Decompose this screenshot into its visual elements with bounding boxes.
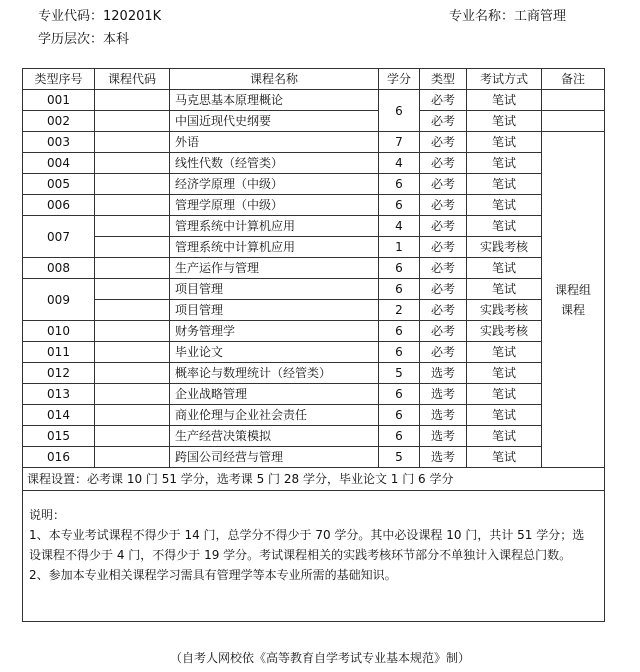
credit-cell: 5 [379,363,420,384]
course-row [23,405,605,426]
course-code-cell [95,90,170,111]
type-seq-cell: 013 [23,384,95,405]
type-seq-cell: 007 [23,216,95,258]
course-name-cell: 项目管理 [170,300,379,321]
course-table [22,68,605,622]
exam-method-cell: 笔试 [467,363,542,384]
course-name-cell: 毕业论文 [170,342,379,363]
major-code-label: 专业代码：120201K [38,9,162,24]
column-header: 类型序号 [23,69,95,90]
course-row [23,342,605,363]
remark-cell [542,90,605,111]
course-type-cell: 必考 [420,174,467,195]
exam-method-cell: 笔试 [467,384,542,405]
exam-method-cell: 笔试 [467,342,542,363]
course-name-cell: 马克思基本原理概论 [170,90,379,111]
credit-cell: 4 [379,153,420,174]
course-row [23,384,605,405]
type-seq-cell: 002 [23,111,95,132]
course-code-cell [95,384,170,405]
course-type-cell: 必考 [420,237,467,258]
exam-method-cell: 笔试 [467,258,542,279]
course-code-cell [95,237,170,258]
course-type-cell: 选考 [420,426,467,447]
major-name-label: 专业名称：工商管理 [449,9,567,24]
remark-line: 课程组 [554,282,591,297]
credit-cell: 2 [379,300,420,321]
credit-cell: 4 [379,216,420,237]
column-header: 课程名称 [170,69,379,90]
education-level-label: 学历层次：本科 [38,32,130,47]
column-header: 类型 [420,69,467,90]
type-seq-cell: 016 [23,447,95,468]
exam-method-cell: 笔试 [467,405,542,426]
column-header: 课程代码 [95,69,170,90]
credit-cell: 6 [379,321,420,342]
exam-method-cell: 笔试 [467,132,542,153]
course-type-cell: 必考 [420,111,467,132]
course-row [23,300,605,321]
exam-method-cell: 笔试 [467,111,542,132]
course-type-cell: 必考 [420,300,467,321]
column-header: 备注 [542,69,605,90]
type-seq-cell: 008 [23,258,95,279]
notes-row [23,491,605,622]
credit-cell: 6 [379,174,420,195]
course-type-cell: 选考 [420,447,467,468]
credit-cell: 6 [379,405,420,426]
source-footer: （自考人网校依《高等教育自学考试专业基本规范》制） [169,651,470,665]
course-type-cell: 必考 [420,90,467,111]
credit-cell: 1 [379,237,420,258]
exam-method-cell: 笔试 [467,426,542,447]
course-type-cell: 必考 [420,195,467,216]
course-row [23,258,605,279]
credit-cell: 7 [379,132,420,153]
type-seq-cell: 011 [23,342,95,363]
course-summary: 课程设置：必考课 10 门 51 学分，选考课 5 门 28 学分，毕业论文 1 门 6 学分 [23,468,605,491]
course-type-cell: 必考 [420,216,467,237]
course-type-cell: 必考 [420,132,467,153]
course-row [23,426,605,447]
course-row [23,279,605,300]
course-type-cell: 选考 [420,384,467,405]
credit-cell: 6 [379,342,420,363]
course-code-cell [95,342,170,363]
type-seq-cell: 014 [23,405,95,426]
type-seq-cell: 004 [23,153,95,174]
course-type-cell: 必考 [420,258,467,279]
type-seq-cell: 010 [23,321,95,342]
exam-method-cell: 笔试 [467,90,542,111]
exam-method-cell: 实践考核 [467,237,542,258]
course-code-cell [95,216,170,237]
course-row [23,195,605,216]
course-name-cell: 经济学原理（中级） [170,174,379,195]
course-code-cell [95,279,170,300]
remark-cell [542,132,605,468]
course-name-cell: 外语 [170,132,379,153]
note-item: 2、参加本专业相关课程学习需具有管理学等本专业所需的基础知识。 [29,568,397,582]
exam-method-cell: 笔试 [467,174,542,195]
course-name-cell: 管理学原理（中级） [170,195,379,216]
course-row [23,132,605,153]
course-name-cell: 中国近现代史纲要 [170,111,379,132]
course-code-cell [95,153,170,174]
table-header-row [23,69,605,90]
remark-cell [542,111,605,132]
course-code-cell [95,111,170,132]
type-seq-cell: 006 [23,195,95,216]
column-header: 学分 [379,69,420,90]
course-code-cell [95,405,170,426]
course-code-cell [95,363,170,384]
course-code-cell [95,174,170,195]
course-type-cell: 选考 [420,405,467,426]
type-seq-cell: 009 [23,279,95,321]
course-name-cell: 管理系统中计算机应用 [170,237,379,258]
course-name-cell: 财务管理学 [170,321,379,342]
course-row [23,174,605,195]
course-name-cell: 概率论与数理统计（经管类） [170,363,379,384]
exam-method-cell: 笔试 [467,447,542,468]
credit-cell: 6 [379,384,420,405]
type-seq-cell: 003 [23,132,95,153]
course-row [23,90,605,111]
course-name-cell: 项目管理 [170,279,379,300]
type-seq-cell: 001 [23,90,95,111]
exam-method-cell: 笔试 [467,216,542,237]
course-row [23,216,605,237]
course-name-cell: 生产运作与管理 [170,258,379,279]
credit-cell: 6 [379,195,420,216]
note-item: 1、本专业考试课程不得少于 14 门，总学分不得少于 70 学分。其中必设课程 10 门，共计 51 学分；选设课程不得少于 4 门，不得少于 19 学分。考试课程相关的实践考核环节部分不单独计入课程总门数。 [29,528,585,562]
credit-cell: 6 [379,258,420,279]
exam-method-cell: 笔试 [467,153,542,174]
course-code-cell [95,258,170,279]
course-table-body [23,90,605,468]
course-row [23,153,605,174]
type-seq-cell: 005 [23,174,95,195]
course-name-cell: 跨国公司经营与管理 [170,447,379,468]
credit-cell: 6 [379,279,420,300]
course-name-cell: 商业伦理与企业社会责任 [170,405,379,426]
course-type-cell: 必考 [420,153,467,174]
course-code-cell [95,300,170,321]
course-type-cell: 必考 [420,279,467,300]
course-type-cell: 必考 [420,321,467,342]
exam-method-cell: 笔试 [467,195,542,216]
exam-method-cell: 实践考核 [467,300,542,321]
notes-title: 说明： [29,508,66,522]
course-row [23,447,605,468]
course-name-cell: 生产经营决策模拟 [170,426,379,447]
course-code-cell [95,426,170,447]
type-seq-cell: 015 [23,426,95,447]
course-row [23,321,605,342]
column-header: 考试方式 [467,69,542,90]
course-code-cell [95,321,170,342]
credit-cell: 6 [379,426,420,447]
course-type-cell: 必考 [420,342,467,363]
remark-line: 课程 [560,302,585,317]
credit-cell: 6 [379,90,420,132]
course-name-cell: 企业战略管理 [170,384,379,405]
notes-section [23,491,605,622]
course-row [23,363,605,384]
exam-method-cell: 笔试 [467,279,542,300]
course-code-cell [95,447,170,468]
course-type-cell: 选考 [420,363,467,384]
type-seq-cell: 012 [23,363,95,384]
course-name-cell: 管理系统中计算机应用 [170,216,379,237]
credit-cell: 5 [379,447,420,468]
course-name-cell: 线性代数（经管类） [170,153,379,174]
course-row [23,111,605,132]
course-row [23,237,605,258]
exam-method-cell: 实践考核 [467,321,542,342]
course-code-cell [95,132,170,153]
course-code-cell [95,195,170,216]
summary-row [23,468,605,491]
